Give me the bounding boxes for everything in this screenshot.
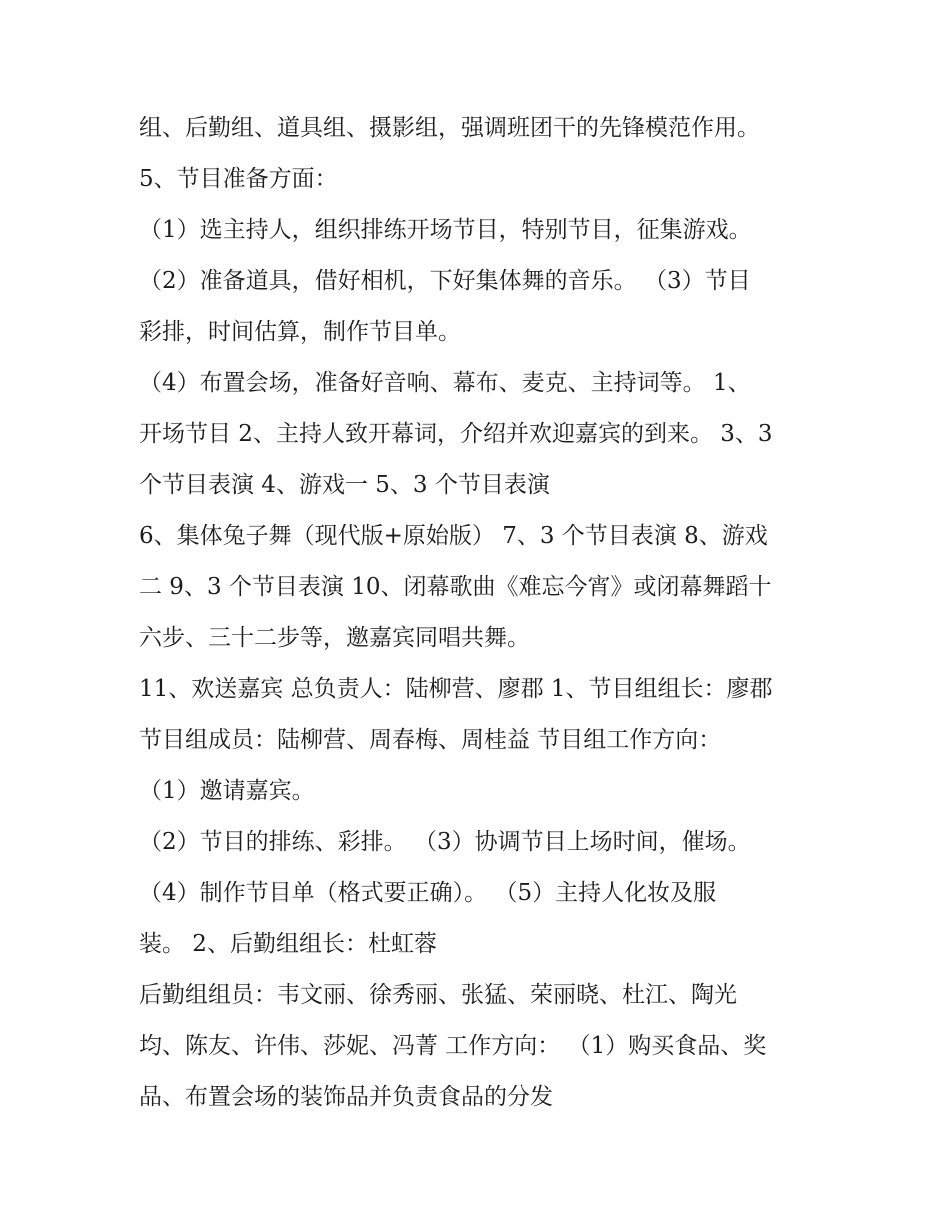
text-line: 组、后勤组、道具组、摄影组，强调班团干的先锋模范作用。 xyxy=(139,115,760,141)
text-line: 开场节目 2、主持人致开幕词，介绍并欢迎嘉宾的到来。 3、3 xyxy=(139,421,773,447)
text-line: （4）制作节目单（格式要正确）。 （5）主持人化妆及服 xyxy=(139,880,717,906)
text-line: 11、欢送嘉宾 总负责人：陆柳营、廖郡 1、节目组组长：廖郡 xyxy=(139,676,773,702)
text-line: （2）准备道具，借好相机，下好集体舞的音乐。 （3）节目 xyxy=(139,268,751,294)
text-line: 5、节目准备方面： xyxy=(139,166,338,192)
text-line: 装。 2、后勤组组长：杜虹蓉 xyxy=(139,931,437,957)
text-line: 均、陈友、许伟、莎妮、冯菁 工作方向： （1）购买食品、奖 xyxy=(139,1033,767,1059)
text-line: 彩排，时间估算，制作节目单。 xyxy=(139,319,461,345)
text-line: 6、集体兔子舞（现代版+原始版） 7、3 个节目表演 8、游戏 xyxy=(139,523,768,549)
text-line: 品、布置会场的装饰品并负责食品的分发 xyxy=(139,1084,553,1110)
text-line: 节目组成员：陆柳营、周春梅、周桂益 节目组工作方向： xyxy=(139,727,722,753)
document-body xyxy=(139,103,819,1123)
text-line: （2）节目的排练、彩排。 （3）协调节目上场时间，催场。 xyxy=(139,829,751,855)
text-line: 六步、三十二步等，邀嘉宾同唱共舞。 xyxy=(139,625,530,651)
text-line: （4）布置会场，准备好音响、幕布、麦克、主持词等。 1、 xyxy=(139,370,751,396)
text-line: （1）邀请嘉宾。 xyxy=(139,778,315,804)
text-line: 个节目表演 4、游戏一 5、3 个节目表演 xyxy=(139,472,550,498)
text-line: 二 9、3 个节目表演 10、闭幕歌曲《难忘今宵》或闭幕舞蹈十 xyxy=(139,574,772,600)
text-line: （1）选主持人，组织排练开场节目，特别节目，征集游戏。 xyxy=(139,217,752,243)
text-line: 后勤组组员：韦文丽、徐秀丽、张猛、荣丽晓、杜江、陶光 xyxy=(139,982,737,1008)
